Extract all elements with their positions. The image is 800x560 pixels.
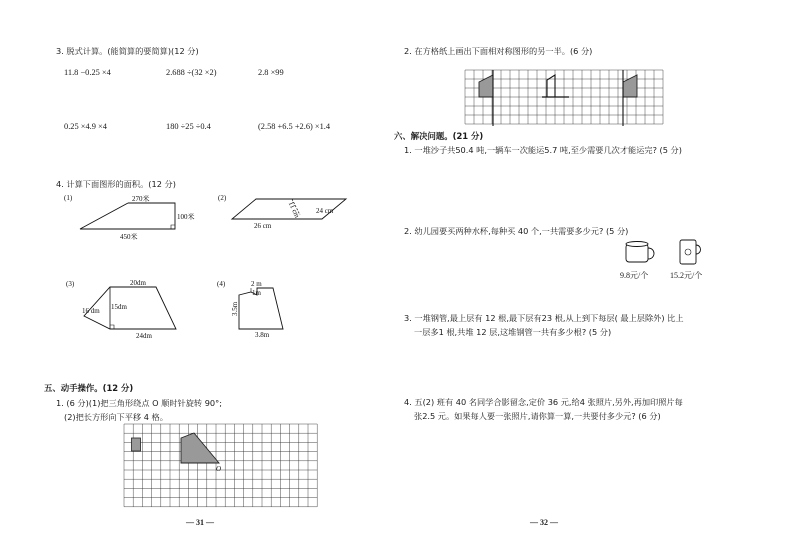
r-sec6-q2: 2. 幼儿园要买两种水杯,每种买 40 个,一共需要多少元? (5 分) — [404, 226, 629, 236]
fig4-top-label: 2 m — [251, 280, 262, 288]
fig1-side-label: 100米 — [177, 213, 195, 221]
figure-1-trapezoid — [60, 192, 195, 242]
symmetry-shape-1 — [479, 75, 493, 97]
fig4-num: (4) — [217, 280, 226, 288]
mug-icon — [622, 238, 662, 268]
q3-expr-4: 0.25 ×4.9 ×4 — [64, 122, 107, 131]
fig4-inner-label: 1m — [252, 289, 261, 297]
fig2-base-label: 26 cm — [254, 222, 272, 230]
fig1-bottom-label: 450米 — [120, 233, 138, 241]
q3-expr-3: 2.8 ×99 — [258, 68, 284, 77]
cup2-price: 15.2元/个 — [670, 271, 703, 280]
section-6-title: 六、解决问题。(21 分) — [394, 131, 484, 141]
r-sec6-q1: 1. 一堆沙子共50.4 吨,一辆车一次能运5.7 吨,至少需要几次才能运完? (5 分) — [404, 145, 682, 155]
point-o-label: O — [216, 465, 222, 473]
fig3-num: (3) — [66, 280, 75, 288]
section-5-title: 五、动手操作。(12 分) — [44, 383, 134, 393]
fig3-height-label: 15dm — [111, 303, 127, 311]
fig3-top-label: 20dm — [130, 279, 146, 287]
operation-grid — [124, 424, 320, 508]
cup-icon — [674, 236, 704, 268]
fig2-height-label: 11 cm — [286, 200, 302, 220]
fig1-num: (1) — [64, 194, 73, 202]
r-q2-title: 2. 在方格纸上画出下面相对称图形的另一半。(6 分) — [404, 46, 593, 56]
q3-expr-6: (2.58 +6.5 +2.6) ×1.4 — [258, 122, 331, 131]
r-sec6-q3-line2: 一层多1 根,共堆 12 层,这堆钢管一共有多少根? (5 分) — [414, 327, 612, 337]
figure-4-composite — [215, 278, 305, 344]
symmetry-shape-2 — [542, 75, 555, 97]
triangle-shape — [181, 433, 219, 463]
q4-title: 4. 计算下面图形的面积。(12 分) — [56, 179, 176, 189]
symmetry-shape-3 — [623, 75, 637, 97]
fig2-side-label: 24 cm — [316, 207, 334, 215]
cup1-price: 9.8元/个 — [620, 271, 649, 280]
sec5-q1-part2: (2)把长方形向下平移 4 格。 — [64, 412, 168, 422]
fig3-left-label: 16 dm — [82, 307, 100, 315]
rectangle-shape — [132, 438, 141, 451]
r-sec6-q3-line1: 3. 一堆钢管,最上层有 12 根,最下层有23 根,从上到下每层( 最上层除外) 比上 — [404, 313, 684, 323]
q3-title: 3. 脱式计算。(能简算的要简算)(12 分) — [56, 46, 199, 56]
fig1-top-label: 270米 — [132, 195, 150, 203]
fig3-bottom-label: 24dm — [136, 332, 152, 340]
r-sec6-q4-line1: 4. 五(2) 班有 40 名同学合影留念,定价 36 元,给4 张照片,另外,再加印照片每 — [404, 397, 683, 407]
page-number-right: — 32 — — [530, 518, 558, 527]
figure-2-parallelogram — [216, 192, 356, 242]
r-sec6-q4-line2: 张2.5 元。如果每人要一张照片,请你算一算,一共要付多少元? (6 分) — [414, 411, 661, 421]
q3-expr-2: 2.688 ÷(32 ×2) — [166, 68, 217, 77]
fig4-left-label: 3.5m — [231, 301, 239, 316]
fig2-num: (2) — [218, 194, 227, 202]
fig4-bottom-label: 3.8m — [255, 331, 270, 339]
page-number-left: — 31 — — [186, 518, 214, 527]
q3-expr-1: 11.8 −0.25 ×4 — [64, 68, 111, 77]
q3-expr-5: 180 ÷25 ÷0.4 — [166, 122, 211, 131]
sec5-q1-part1: 1. (6 分)(1)把三角形绕点 O 顺时针旋转 90°; — [56, 398, 222, 408]
figure-3-composite — [60, 278, 200, 344]
symmetry-grid — [465, 70, 663, 126]
